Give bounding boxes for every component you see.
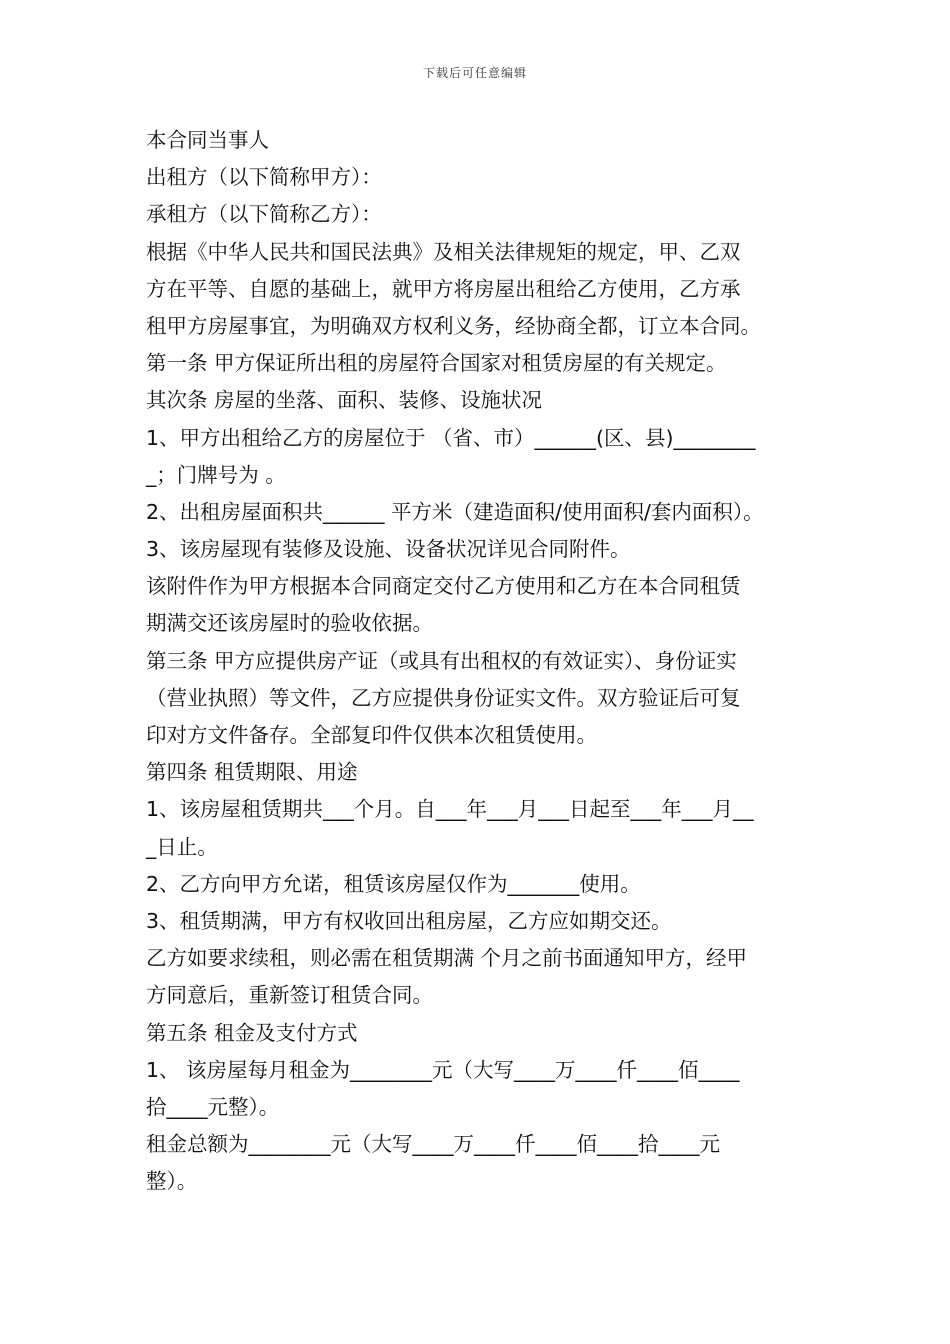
doc-line: _；门牌号为 。 bbox=[146, 462, 286, 487]
doc-line: 出租方（以下简称甲方）： bbox=[146, 165, 382, 190]
doc-line: 根据《中华人民共和国民法典》及相关法律规矩的规定，甲、乙双 bbox=[146, 239, 741, 264]
doc-line: 第四条 租赁期限、用途 bbox=[146, 760, 358, 785]
doc-line: 方同意后，重新签订租赁合同。 bbox=[146, 983, 433, 1008]
doc-line: 整）。 bbox=[146, 1169, 198, 1194]
doc-line: 2、乙方向甲方允诺，租赁该房屋仅作为_______使用。 bbox=[146, 871, 641, 896]
doc-line: 1、该房屋租赁期共___个月。自___年___月___日起至___年___月__ bbox=[146, 797, 754, 822]
doc-line: 乙方如要求续租，则必需在租赁期满 个月之前书面通知甲方，经甲 bbox=[146, 946, 748, 971]
doc-line: 1、 该房屋每月租金为________元（大写____万____仟____佰____ bbox=[146, 1057, 740, 1082]
doc-line: 该附件作为甲方根据本合同商定交付乙方使用和乙方在本合同租赁 bbox=[146, 574, 741, 599]
doc-line: 1、甲方出租给乙方的房屋位于 （省、市）______(区、县)________ bbox=[146, 425, 756, 450]
doc-line: 方在平等、自愿的基础上，就甲方将房屋出租给乙方使用，乙方承 bbox=[146, 276, 741, 301]
doc-line: 期满交还该房屋时的验收依据。 bbox=[146, 611, 433, 636]
doc-line: 3、租赁期满，甲方有权收回出租房屋，乙方应如期交还。 bbox=[146, 908, 672, 933]
doc-line: 租金总额为________元（大写____万____仟____佰____拾____元 bbox=[146, 1132, 720, 1157]
contract-body bbox=[146, 122, 818, 1200]
doc-line: 第五条 租金及支付方式 bbox=[146, 1020, 358, 1045]
doc-line: 3、该房屋现有装修及设施、设备状况详见合同附件。 bbox=[146, 537, 631, 562]
doc-line: 承租方（以下简称乙方）： bbox=[146, 202, 382, 227]
page-header-note: 下载后可任意编辑 bbox=[422, 66, 527, 80]
doc-line: 2、出租房屋面积共______ 平方米（建造面积/使用面积/套内面积）。 bbox=[146, 499, 764, 524]
doc-line: 第一条 甲方保证所出租的房屋符合国家对租赁房屋的有关规定。 bbox=[146, 351, 727, 376]
doc-line: 其次条 房屋的坐落、面积、装修、设施状况 bbox=[146, 388, 543, 413]
doc-line: 印对方文件备存。全部复印件仅供本次租赁使用。 bbox=[146, 723, 597, 747]
doc-line: 拾____元整）。 bbox=[146, 1094, 280, 1119]
doc-line: 第三条 甲方应提供房产证（或具有出租权的有效证实）、身份证实 bbox=[146, 648, 737, 673]
doc-line: _日止。 bbox=[146, 834, 218, 859]
doc-line: 本合同当事人 bbox=[146, 128, 269, 152]
doc-line: 租甲方房屋事宜，为明确双方权利义务，经协商全都，订立本合同。 bbox=[146, 313, 761, 338]
doc-line: （营业执照）等文件，乙方应提供身份证实文件。双方验证后可复 bbox=[146, 685, 741, 710]
